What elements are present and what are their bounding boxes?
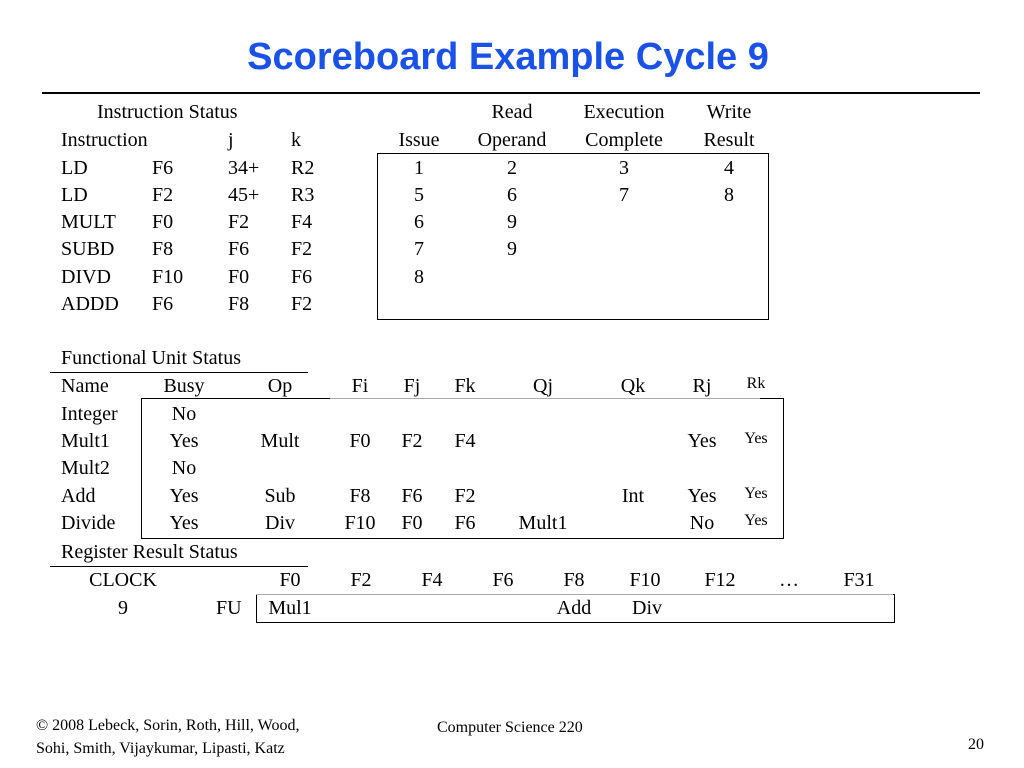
instr-issue: 6: [414, 211, 424, 233]
fu-title-underline: [50, 372, 308, 373]
fu-fj: F6: [401, 485, 423, 507]
fu-name: Mult1: [61, 430, 110, 452]
functional-unit-status-title: Functional Unit Status: [61, 347, 241, 369]
fu-busy: Yes: [169, 512, 199, 534]
instr-k: F2: [291, 293, 313, 315]
instr-read: 9: [507, 238, 517, 260]
fu-name: Add: [61, 485, 96, 507]
fu-busy: Yes: [169, 430, 199, 452]
rr-header-tick-line: [256, 594, 893, 595]
instr-dest: F8: [152, 238, 174, 260]
header-write-result: Result: [703, 129, 755, 151]
instr-write: 8: [724, 184, 734, 206]
header-write: Write: [706, 101, 752, 123]
register-result-status-title: Register Result Status: [61, 541, 238, 563]
register-fu-value: Div: [632, 597, 662, 619]
fu-header-fj: Fj: [403, 375, 421, 397]
fu-header-qk: Qk: [620, 375, 646, 397]
fu-busy: No: [171, 457, 197, 479]
fu-header-tick-line: [330, 398, 760, 399]
instr-op: LD: [61, 184, 88, 206]
instr-j: F8: [228, 293, 250, 315]
instr-j: 34+: [228, 157, 260, 179]
instr-op: ADDD: [61, 293, 119, 315]
fu-header-qj: Qj: [533, 375, 553, 397]
header-read-operand: Operand: [477, 129, 547, 151]
copyright-line-1: © 2008 Lebeck, Sorin, Roth, Hill, Wood,: [36, 717, 300, 734]
fu-header-fi: Fi: [351, 375, 369, 397]
register-fu-value: Mul1: [268, 597, 312, 619]
instr-j: F2: [228, 211, 250, 233]
instr-read: 9: [507, 211, 517, 233]
header-instruction: Instruction: [61, 129, 148, 151]
fu-rk: Yes: [744, 512, 768, 529]
fu-rj: Yes: [687, 485, 717, 507]
fu-fi: F0: [349, 430, 371, 452]
instr-k: F2: [291, 238, 313, 260]
instr-k: R2: [291, 157, 315, 179]
title-divider: [42, 92, 980, 94]
instr-j: 45+: [228, 184, 260, 206]
fu-op: Div: [265, 512, 295, 534]
fu-fk: F4: [454, 430, 476, 452]
fu-fi: F10: [344, 512, 376, 534]
instr-dest: F6: [152, 293, 174, 315]
instr-dest: F10: [152, 266, 184, 288]
instr-k: F4: [291, 211, 313, 233]
instr-j: F6: [228, 238, 250, 260]
fu-qk: Int: [621, 485, 645, 507]
instr-k: F6: [291, 266, 313, 288]
header-execution: Execution: [583, 101, 665, 123]
instruction-status-box: [377, 153, 769, 320]
register-header: F31: [843, 569, 875, 591]
instr-issue: 5: [414, 184, 424, 206]
fu-fj: F0: [401, 512, 423, 534]
instr-read: 2: [507, 157, 517, 179]
register-header: F4: [421, 569, 443, 591]
instr-issue: 8: [414, 266, 424, 288]
rr-title-underline: [50, 566, 308, 567]
register-header: F6: [492, 569, 514, 591]
clock-value: 9: [118, 597, 128, 619]
register-fu-value: Add: [556, 597, 592, 619]
instr-issue: 1: [414, 157, 424, 179]
instr-read: 6: [507, 184, 517, 206]
header-j: j: [228, 129, 234, 151]
course-name: Computer Science 220: [437, 719, 583, 736]
fu-op: Sub: [264, 485, 296, 507]
instr-dest: F6: [152, 157, 174, 179]
fu-name: Mult2: [61, 457, 110, 479]
instr-op: DIVD: [61, 266, 111, 288]
instr-exec: 7: [619, 184, 629, 206]
fu-rk: Yes: [744, 430, 768, 447]
instr-write: 4: [724, 157, 734, 179]
register-header: F10: [629, 569, 661, 591]
instruction-status-title: Instruction Status: [97, 101, 238, 123]
instr-exec: 3: [619, 157, 629, 179]
fu-row-label: FU: [216, 597, 242, 619]
fu-fi: F8: [349, 485, 371, 507]
page-number: 20: [968, 736, 984, 753]
fu-busy: No: [171, 403, 197, 425]
instr-op: SUBD: [61, 238, 115, 260]
fu-header-name: Name: [61, 375, 109, 397]
fu-qj: Mult1: [518, 512, 568, 534]
instr-issue: 7: [414, 238, 424, 260]
fu-fk: F6: [454, 512, 476, 534]
instr-dest: F0: [152, 211, 174, 233]
fu-rj: Yes: [687, 430, 717, 452]
clock-label: CLOCK: [89, 569, 157, 591]
register-header: F8: [563, 569, 585, 591]
register-header: …: [779, 569, 799, 591]
fu-busy: Yes: [169, 485, 199, 507]
fu-rj: No: [689, 512, 715, 534]
header-read: Read: [491, 101, 533, 123]
register-header: F12: [704, 569, 736, 591]
header-k: k: [291, 129, 301, 151]
instr-op: LD: [61, 157, 88, 179]
fu-header-rj: Rj: [692, 375, 712, 397]
header-exec-complete: Complete: [585, 129, 663, 151]
fu-rk: Yes: [744, 485, 768, 502]
instr-k: R3: [291, 184, 315, 206]
fu-fk: F2: [454, 485, 476, 507]
fu-name: Integer: [61, 403, 118, 425]
fu-header-op: Op: [267, 375, 293, 397]
fu-fj: F2: [401, 430, 423, 452]
fu-header-busy: Busy: [163, 375, 205, 397]
fu-header-fk: Fk: [454, 375, 476, 397]
slide-title: Scoreboard Example Cycle 9: [247, 36, 769, 78]
fu-header-rk: Rk: [746, 375, 766, 392]
copyright-line-2: Sohi, Smith, Vijaykumar, Lipasti, Katz: [36, 740, 285, 757]
instr-op: MULT: [61, 211, 116, 233]
fu-op: Mult: [260, 430, 300, 452]
header-issue: Issue: [398, 129, 440, 151]
instr-dest: F2: [152, 184, 174, 206]
register-header: F0: [279, 569, 301, 591]
fu-name: Divide: [61, 512, 116, 534]
instr-j: F0: [228, 266, 250, 288]
register-header: F2: [350, 569, 372, 591]
